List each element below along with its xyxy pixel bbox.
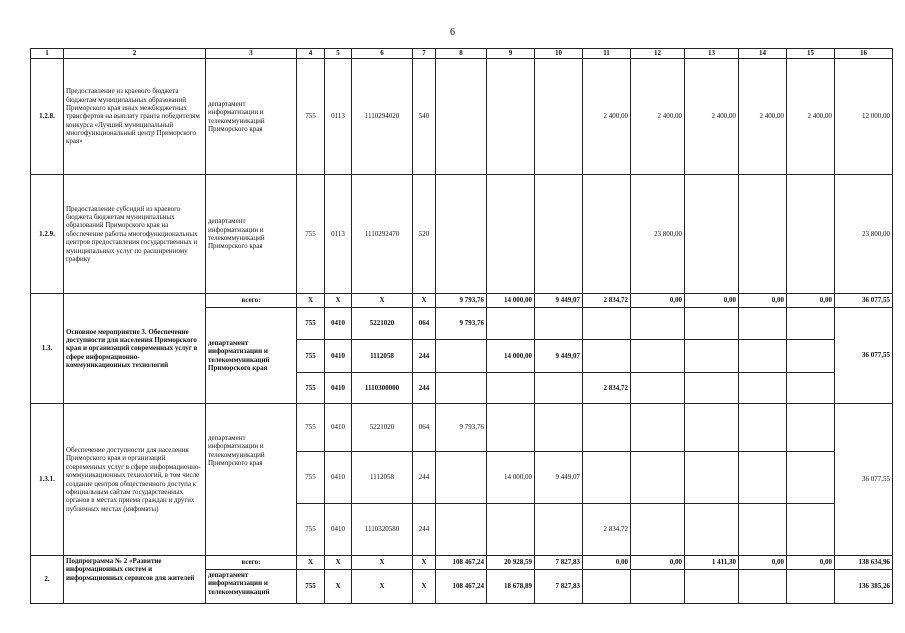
cell-value: 108 467,24	[436, 570, 487, 604]
cell-grbs: 755	[297, 570, 325, 604]
cell-value: 18 678,89	[487, 570, 535, 604]
table-row-total	[31, 294, 893, 308]
cell-value	[787, 340, 835, 373]
cell-vr: 244	[413, 504, 436, 556]
cell-rzpr: 0410	[325, 452, 352, 504]
cell-csr: X	[352, 570, 413, 604]
row-name: Предоставление из краевого бюджета бюджетам муниципальных образований Приморского края иных межбюджетных трансфертов на выплату гранта победителям конкурса «Лучший муниципальный многофункциональный центр Приморского края»	[64, 59, 206, 175]
cell-value: 9 449,07	[535, 340, 583, 373]
header-row	[31, 49, 893, 59]
row-executor: департамент информатизации и телекоммуникаций Приморского края	[206, 404, 297, 556]
cell-value	[685, 340, 739, 373]
cell-value	[739, 404, 787, 452]
column-header: 9	[487, 49, 535, 59]
cell-csr: 1110292470	[352, 175, 413, 294]
cell-value	[631, 452, 685, 504]
cell-grbs: 755	[297, 504, 325, 556]
cell-value: 23 800,00	[631, 175, 685, 294]
cell-value	[787, 404, 835, 452]
column-header: 4	[297, 49, 325, 59]
row-executor: департамент информатизации и телекоммуникаций Приморского края	[206, 175, 297, 294]
cell-value: 9 793,76	[436, 308, 487, 340]
cell-grbs: 755	[297, 452, 325, 504]
cell-vr: 520	[413, 175, 436, 294]
cell-value: 2 834,72	[583, 373, 631, 404]
column-header: 13	[685, 49, 739, 59]
cell-value: 9 449,07	[535, 452, 583, 504]
cell-value: 0,00	[685, 294, 739, 308]
cell-total: 12 000,00	[835, 59, 893, 175]
cell-value	[583, 308, 631, 340]
cell-total: 36 077,55	[835, 308, 893, 404]
cell-value	[685, 175, 739, 294]
cell-value	[739, 340, 787, 373]
cell-value: 2 400,00	[631, 59, 685, 175]
column-header: 11	[583, 49, 631, 59]
column-header: 1	[31, 49, 64, 59]
cell-value	[631, 504, 685, 556]
column-header: 6	[352, 49, 413, 59]
row-executor: департамент информатизации и телекоммуникаций Приморского края	[206, 308, 297, 404]
cell-rzpr: X	[325, 294, 352, 308]
cell-value	[436, 373, 487, 404]
column-header: 5	[325, 49, 352, 59]
cell-value	[535, 504, 583, 556]
column-header: 12	[631, 49, 685, 59]
row-name: Предоставление субсидий из краевого бюджета бюджетам муниципальных образований Приморского края на обеспечение работы многофункциональных центров предоставления государственных и муниципальных услуг по расширенному графику	[64, 175, 206, 294]
cell-value: 2 400,00	[739, 59, 787, 175]
budget-table	[30, 48, 893, 604]
cell-value	[583, 404, 631, 452]
cell-grbs: 755	[297, 308, 325, 340]
cell-rzpr: 0410	[325, 308, 352, 340]
cell-rzpr: X	[325, 570, 352, 604]
cell-value	[487, 373, 535, 404]
cell-grbs: 755	[297, 59, 325, 175]
cell-value: 108 467,24	[436, 556, 487, 570]
cell-value	[487, 59, 535, 175]
cell-value: 0,00	[739, 294, 787, 308]
total-label: всего:	[206, 294, 297, 308]
cell-rzpr: 0410	[325, 340, 352, 373]
cell-grbs: 755	[297, 373, 325, 404]
cell-value: 0,00	[583, 556, 631, 570]
column-header: 15	[787, 49, 835, 59]
cell-grbs: X	[297, 294, 325, 308]
cell-value: 2 400,00	[685, 59, 739, 175]
row-name: Подпрограмма № 2 «Развитие информационных систем и информационных сервисов для жителей	[64, 556, 206, 604]
cell-value: 2 400,00	[583, 59, 631, 175]
cell-csr: 1110300000	[352, 373, 413, 404]
cell-vr: 064	[413, 404, 436, 452]
cell-value: 20 928,59	[487, 556, 535, 570]
column-header: 16	[835, 49, 893, 59]
cell-value	[487, 404, 535, 452]
cell-value	[685, 570, 739, 604]
cell-value	[436, 59, 487, 175]
cell-csr: 5221020	[352, 308, 413, 340]
cell-value: 9 449,07	[535, 294, 583, 308]
cell-grbs: 755	[297, 404, 325, 452]
cell-value	[535, 404, 583, 452]
cell-value	[685, 504, 739, 556]
cell-value	[631, 570, 685, 604]
cell-vr: 244	[413, 452, 436, 504]
cell-total: 136 385,26	[835, 570, 893, 604]
cell-value: 0,00	[787, 556, 835, 570]
column-header: 7	[413, 49, 436, 59]
cell-value	[739, 308, 787, 340]
cell-value	[787, 373, 835, 404]
cell-value	[739, 570, 787, 604]
page-number: 6	[450, 27, 455, 38]
cell-value	[436, 452, 487, 504]
cell-value	[436, 340, 487, 373]
cell-csr: 1110294020	[352, 59, 413, 175]
cell-value	[583, 340, 631, 373]
cell-value	[739, 452, 787, 504]
cell-value	[583, 175, 631, 294]
cell-value: 2 400,00	[787, 59, 835, 175]
cell-value	[487, 504, 535, 556]
cell-value: 14 000,00	[487, 294, 535, 308]
cell-value	[436, 504, 487, 556]
cell-csr: 1112058	[352, 340, 413, 373]
cell-value: 14 000,00	[487, 452, 535, 504]
table-row	[31, 59, 893, 175]
table-row	[31, 404, 893, 452]
cell-value	[631, 340, 685, 373]
cell-value	[787, 308, 835, 340]
table-row-total	[31, 556, 893, 570]
cell-total: 138 634,96	[835, 556, 893, 570]
column-header: 8	[436, 49, 487, 59]
cell-value	[535, 373, 583, 404]
cell-vr: 540	[413, 59, 436, 175]
cell-value: 1 411,30	[685, 556, 739, 570]
table-row	[31, 175, 893, 294]
row-code: 2.	[31, 556, 64, 604]
cell-vr: 244	[413, 373, 436, 404]
column-header: 2	[64, 49, 206, 59]
column-header: 10	[535, 49, 583, 59]
row-code: 1.3.	[31, 294, 64, 404]
cell-rzpr: X	[325, 556, 352, 570]
cell-value: 9 793,76	[436, 404, 487, 452]
cell-rzpr: 0410	[325, 404, 352, 452]
cell-value	[487, 308, 535, 340]
row-executor: департамент информатизации и телекоммуникаций Приморского края	[206, 59, 297, 175]
cell-value: 7 827,83	[535, 556, 583, 570]
cell-vr: 064	[413, 308, 436, 340]
cell-value: 14 000,00	[487, 340, 535, 373]
cell-grbs: 755	[297, 340, 325, 373]
cell-value	[685, 373, 739, 404]
cell-value	[487, 175, 535, 294]
row-name: Обеспечение доступности для населения Приморского края и организаций современных услуг в сфере информационно-коммуникационных технологий, в том числе создание центров общественного доступа к официальным сайтам государственных органов в местах приема граждан и других публичных местах (инфоматы)	[64, 404, 206, 556]
cell-value	[631, 308, 685, 340]
cell-value: 2 834,72	[583, 504, 631, 556]
row-name: Основное мероприятие 3. Обеспечение доступности для населения Приморского края и организаций современных услуг в сфере информационно-коммуникационных технологий	[64, 294, 206, 404]
cell-value	[685, 452, 739, 504]
cell-total: 36 077,55	[835, 294, 893, 308]
cell-value	[787, 452, 835, 504]
cell-value	[535, 59, 583, 175]
cell-value	[685, 404, 739, 452]
cell-vr: X	[413, 570, 436, 604]
cell-value	[739, 373, 787, 404]
cell-total: 23 800,00	[835, 175, 893, 294]
column-header: 14	[739, 49, 787, 59]
cell-value	[787, 504, 835, 556]
cell-value	[787, 175, 835, 294]
cell-value: 0,00	[631, 556, 685, 570]
cell-vr: X	[413, 294, 436, 308]
cell-value	[436, 175, 487, 294]
cell-value	[583, 570, 631, 604]
cell-grbs: X	[297, 556, 325, 570]
row-executor: департамент информатизации и телекоммуникаций	[206, 570, 297, 604]
total-label: всего:	[206, 556, 297, 570]
cell-value	[535, 308, 583, 340]
row-code: 1.3.1.	[31, 404, 64, 556]
cell-value	[631, 373, 685, 404]
cell-csr: X	[352, 556, 413, 570]
cell-value	[685, 308, 739, 340]
cell-total: 36 077,55	[835, 404, 893, 556]
cell-value	[787, 570, 835, 604]
cell-rzpr: 0410	[325, 373, 352, 404]
cell-value: 0,00	[631, 294, 685, 308]
cell-vr: 244	[413, 340, 436, 373]
cell-value	[739, 504, 787, 556]
cell-value: 0,00	[787, 294, 835, 308]
row-code: 1.2.9.	[31, 175, 64, 294]
cell-value	[583, 452, 631, 504]
cell-value	[739, 175, 787, 294]
cell-csr: 1112058	[352, 452, 413, 504]
cell-rzpr: 0113	[325, 175, 352, 294]
cell-value: 9 793,76	[436, 294, 487, 308]
row-code: 1.2.8.	[31, 59, 64, 175]
cell-value	[631, 404, 685, 452]
cell-value: 7 827,83	[535, 570, 583, 604]
cell-vr: X	[413, 556, 436, 570]
cell-grbs: 755	[297, 175, 325, 294]
cell-csr: 1110320580	[352, 504, 413, 556]
cell-rzpr: 0410	[325, 504, 352, 556]
cell-csr: 5221020	[352, 404, 413, 452]
cell-rzpr: 0113	[325, 59, 352, 175]
cell-value: 2 834,72	[583, 294, 631, 308]
cell-value	[535, 175, 583, 294]
cell-value: 0,00	[739, 556, 787, 570]
cell-csr: X	[352, 294, 413, 308]
column-header: 3	[206, 49, 297, 59]
